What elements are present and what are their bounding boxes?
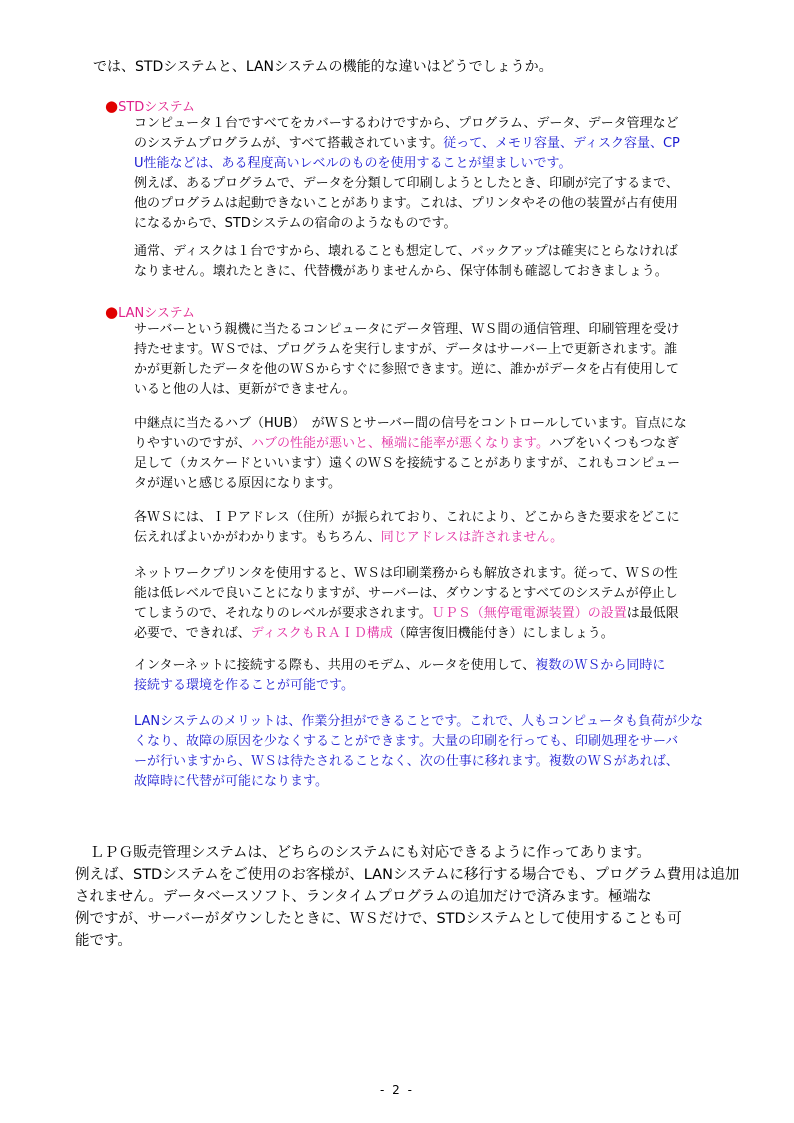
text-line: なりません。壊れたときに、代替機がありませんから、保守体制も確認しておきましょう。 xyxy=(134,264,668,279)
text-line: LANシステムのメリットは、作業分担ができることです。これで、人もコンピュータも負荷が少な xyxy=(134,714,704,729)
emphasis-blue-line: U性能などは、ある程度高いレベルのものを使用することが望ましいです。 xyxy=(134,156,572,171)
text-line: タが遅いと感じる原因になります。 xyxy=(134,476,341,491)
emphasis-pink: ディスクもＲＡＩＤ構成 xyxy=(250,626,393,641)
red-bullet-icon: ● xyxy=(105,97,119,115)
text-span: 伝えればよいかがわかります。もちろん、 xyxy=(134,530,381,545)
page-number: - 2 - xyxy=(380,1083,414,1097)
emphasis-blue: 従って、メモリ容量、ディスク容量、CP xyxy=(443,136,680,151)
text-span: てしまうので、それなりのレベルが要求されます。 xyxy=(134,606,432,621)
text-line xyxy=(134,604,756,624)
text-line: 持たせます。ＷＳでは、プログラムを実行しますが、データはサーバー上で更新されます。誰 xyxy=(134,342,678,357)
lan-paragraph-1 xyxy=(134,320,756,400)
lan-heading xyxy=(105,302,195,321)
intro-sentence: では、STDシステムと、LANシステムの機能的な違いはどうでしょうか。 xyxy=(93,59,553,75)
lan-paragraph-6 xyxy=(134,712,756,792)
text-line: 故障時に代替が可能になります。 xyxy=(134,774,328,789)
text-line: 各ＷＳには、ＩＰアドレス（住所）が振られており、これにより、どこからきた要求をどこに xyxy=(134,510,680,525)
text-line: 例えば、あるプログラムで、データを分類して印刷しようとしたとき、印刷が完了するまで、 xyxy=(134,176,679,191)
text-line: 中継点に当たるハブ（HUB） がＷＳとサーバー間の信号をコントロールしています。盲点にな xyxy=(134,416,687,431)
text-line: ネットワークプリンタを使用すると、ＷＳは印刷業務からも解放されます。従って、ＷＳの性 xyxy=(134,566,678,581)
text-line: コンピュータ１台ですべてをカバーするわけですから、プログラム、データ、データ管理など xyxy=(134,116,679,131)
text-line: になるからで、STDシステムの宿命のようなものです。 xyxy=(134,216,457,231)
text-line: されません。データベースソフト、ランタイムプログラムの追加だけで済みます。極端な xyxy=(75,889,652,905)
lan-paragraph-3 xyxy=(134,508,756,548)
text-line xyxy=(134,134,756,154)
emphasis-pink: ハブの性能が悪いと、極端に能率が悪くなります。 xyxy=(251,436,549,451)
std-heading xyxy=(105,96,195,115)
text-line: ＬＰＧ販売管理システムは、どちらのシステムにも対応できるように作ってあります。 xyxy=(75,845,651,861)
text-span: ハブをいくつもつなぎ xyxy=(548,436,679,451)
text-line xyxy=(134,528,756,548)
text-span: のシステムプログラムが、すべて搭載されています。 xyxy=(134,136,444,151)
std-paragraph-1 xyxy=(134,114,756,234)
emphasis-blue-line: 接続する環境を作ることが可能です。 xyxy=(134,678,354,693)
text-line: 能です。 xyxy=(75,933,132,949)
lan-paragraph-5 xyxy=(134,656,756,696)
text-line: 能は低レベルで良いことになりますが、サーバーは、ダウンするとすべてのシステムが停止し xyxy=(134,586,678,601)
text-span: インターネットに接続する際も、共用のモデム、ルータを使用して、 xyxy=(134,658,536,673)
lan-heading-text: LANシステム xyxy=(118,306,195,321)
emphasis-pink: 同じアドレスは許されません。 xyxy=(380,530,564,545)
text-line xyxy=(134,624,756,644)
text-span: は最低限 xyxy=(626,606,679,621)
closing-paragraph xyxy=(75,842,757,952)
text-line: 例えば、STDシステムをご使用のお客様が、LANシステムに移行する場合でも、プログラム費用は追加 xyxy=(75,867,740,883)
red-bullet-icon: ● xyxy=(105,303,119,321)
text-span: （障害復旧機能付き）にしましょう。 xyxy=(392,626,614,641)
text-line: 足して（カスケードといいます）遠くのＷＳを接続することがありますが、これもコンピュー xyxy=(134,456,681,471)
text-line: かが更新したデータを他のＷＳからすぐに参照できます。逆に、誰かがデータを占有使用して xyxy=(134,362,679,377)
std-heading-text: STDシステム xyxy=(118,100,195,115)
text-span: りやすいのですが、 xyxy=(134,436,252,451)
lan-paragraph-4 xyxy=(134,564,756,644)
emphasis-pink: ＵＰＳ（無停電電源装置）の設置 xyxy=(431,606,627,621)
text-line: いると他の人は、更新ができません。 xyxy=(134,382,356,397)
text-line: 他のプログラムは起動できないことがあります。これは、プリンタやその他の装置が占有使用 xyxy=(134,196,678,211)
lan-paragraph-2 xyxy=(134,414,756,494)
text-line: サーバーという親機に当たるコンピュータにデータ管理、ＷＳ間の通信管理、印刷管理を受け xyxy=(134,322,680,337)
text-line: くなり、故障の原因を少なくすることができます。大量の印刷を行っても、印刷処理をサーバ xyxy=(134,734,679,749)
text-line: 例ですが、サーバーがダウンしたときに、ＷＳだけで、STDシステムとして使用することも可 xyxy=(75,911,682,927)
emphasis-blue: 複数のＷＳから同時に xyxy=(535,658,666,673)
std-paragraph-2 xyxy=(134,242,756,282)
text-line xyxy=(134,656,756,676)
text-line xyxy=(134,434,756,454)
text-line: 通常、ディスクは１台ですから、壊れることも想定して、バックアップは確実にとらなければ xyxy=(134,244,678,259)
text-line: ーが行いますから、ＷＳは待たされることなく、次の仕事に移れます。複数のＷＳがあれば、 xyxy=(134,754,679,769)
text-span: 必要で、できれば、 xyxy=(134,626,251,641)
